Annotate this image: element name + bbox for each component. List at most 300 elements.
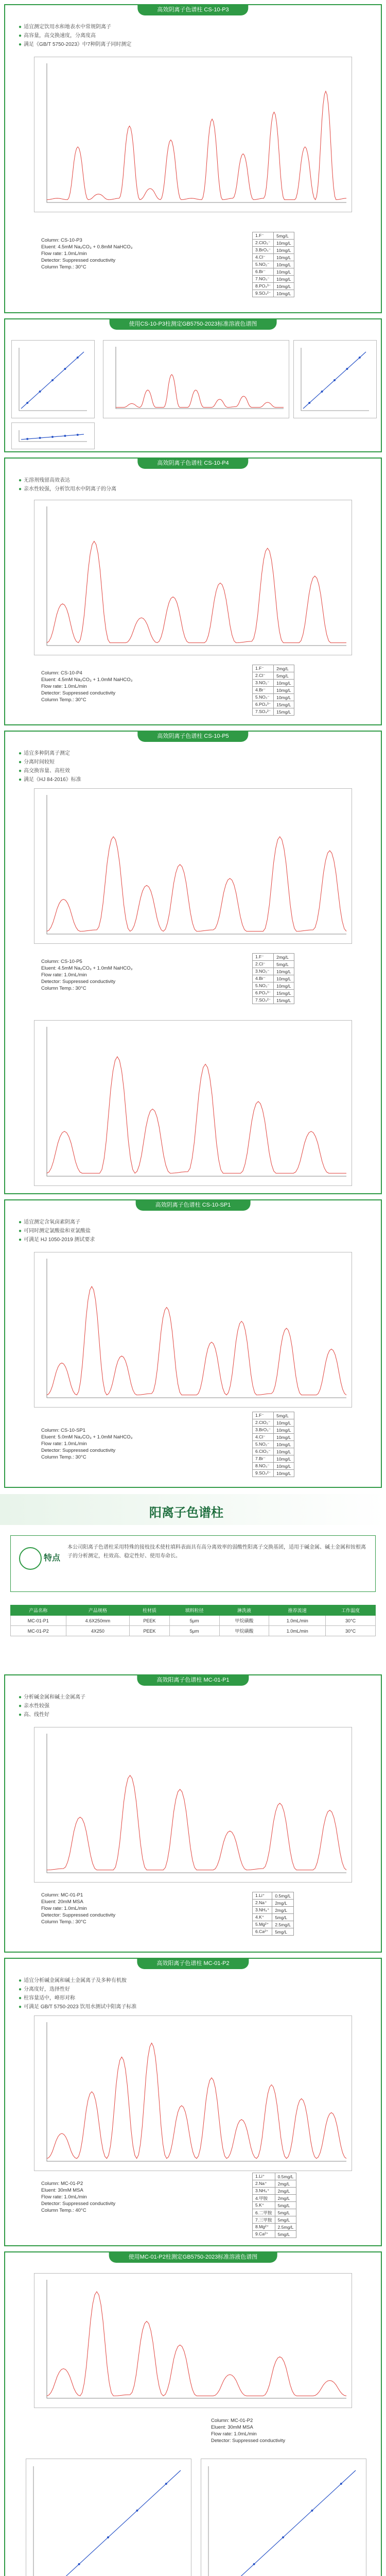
bullet: 高容量，高交换速度，分离度高	[24, 33, 96, 39]
condition-line: Detector: Suppressed conductivity	[41, 2201, 116, 2207]
conditions	[41, 237, 132, 270]
ion-row	[253, 1419, 294, 1427]
section-title: 高效阳离子色谱柱 MC-01-P2	[137, 1958, 249, 1969]
condition-line: Eluent: 30mM MSA	[41, 2188, 83, 2193]
ion-name: 1.F⁻	[253, 232, 274, 240]
chromatogram-plot	[34, 2016, 352, 2171]
ion-row	[253, 2209, 296, 2216]
ion-concentration: 15mg/L	[274, 708, 294, 716]
data-point	[359, 357, 361, 359]
ion-concentration: 5mg/L	[275, 2209, 296, 2216]
chromatogram	[34, 1727, 352, 1883]
ion-row	[253, 1921, 294, 1928]
chromatogram-plot	[34, 1727, 352, 1882]
ion-row	[253, 1448, 294, 1455]
condition-line: Column: MC-01-P1	[41, 1892, 83, 1898]
calibration-curve	[11, 422, 95, 449]
table-row	[11, 1616, 376, 1626]
ion-row	[253, 701, 294, 708]
data-point	[346, 368, 348, 370]
page-title: 阳离子色谱柱	[149, 1506, 223, 1520]
ion-concentration: 5mg/L	[274, 1412, 294, 1419]
ion-concentration: 2mg/L	[275, 2180, 296, 2188]
column-header: 工作温度	[326, 1605, 376, 1616]
condition-line: Column Temp.: 30°C	[41, 986, 86, 991]
ion-name: 7.SO₄²⁻	[253, 997, 274, 1004]
section-title: 高效阴离子色谱柱 CS-10-P3	[137, 4, 248, 15]
column-spec-table	[10, 1605, 376, 1636]
condition-line: Flow rate: 1.0mL/min	[41, 1441, 87, 1447]
ion-concentration: 10mg/L	[274, 1455, 294, 1463]
ion-concentration: 10mg/L	[274, 694, 294, 701]
data-point	[77, 357, 79, 359]
data-point	[39, 437, 41, 439]
bullet: 分析碱金属和碱土金属离子	[24, 1694, 86, 1700]
ion-row	[253, 1907, 294, 1914]
section-title: 高效阴离子色谱柱 CS-10-P5	[137, 731, 248, 742]
table-cell: 5μm	[169, 1626, 219, 1636]
data-point	[107, 2536, 109, 2538]
ion-concentration: 15mg/L	[274, 997, 294, 1004]
ion-row	[253, 954, 294, 961]
bullet: 亲水性较强，分析饮用水中阴离子的分离	[24, 486, 117, 492]
ion-name: 6.Ca²⁺	[253, 1928, 272, 1936]
series-line	[47, 1057, 346, 1173]
ion-row	[253, 276, 294, 283]
ion-name: 6.ClO₃⁻	[253, 1448, 274, 1455]
condition-line: Column: CS-10-P4	[41, 670, 82, 676]
ion-concentration: 0.5mg/L	[272, 1892, 294, 1900]
data-point	[253, 2563, 255, 2565]
ion-concentration: 5mg/L	[275, 2231, 296, 2238]
section-cs10p3: 高效阴离子色谱柱 CS-10-P3 ● 适宜测定饮用水和地表水中常规阴离子 ● 高容量，高交换速度，分离度高 ● 满足《GB/T 5750-2023》中7种阴离子同时测定 Column: CS-10-P3 Eluent: 4.5mM Na₂CO₃ + 0.8mM NaHCO₃ Flow rate: 1.0mL/min Detector: Suppressed conductivity Column Temp.: 30°C 1.F⁻ 5mg/L 2.ClO₂⁻ 10mg/L 3.BrO₃⁻ 10mg/L 4.Cl⁻ 10mg/L 5.NO₂⁻ 10mg/L 6.Br⁻ 10mg/L 7.NO₃⁻ 10mg/L 8.PO₄³⁻ 10mg/L 9.SO₄²⁻ 10mg/L	[4, 4, 382, 313]
ion-table	[252, 2173, 296, 2238]
ion-concentration: 5mg/L	[274, 672, 294, 680]
condition-line: Flow rate: 1.0mL/min	[41, 1906, 87, 1911]
conditions	[41, 670, 132, 703]
ion-name: 3.NH₄⁺	[253, 2188, 275, 2195]
axis	[47, 506, 346, 646]
ion-name: 8.Mg²⁺	[253, 2224, 275, 2231]
column-header: 填料粒径	[169, 1605, 219, 1616]
series-line	[47, 1286, 346, 1395]
calibration-plot	[201, 2459, 366, 2576]
series-line	[47, 541, 346, 643]
ion-name: 4.Br⁻	[253, 975, 274, 982]
chromatogram-plot	[34, 1252, 352, 1407]
ion-concentration: 10mg/L	[274, 283, 294, 290]
ion-concentration: 15mg/L	[274, 701, 294, 708]
bullet: 适宜多种阴离子测定	[24, 751, 71, 756]
ion-row	[253, 1427, 294, 1434]
ion-name: 6.PO₄³⁻	[253, 990, 274, 997]
chromatogram-plot	[103, 341, 289, 418]
ion-row	[253, 2180, 296, 2188]
conditions	[211, 2417, 285, 2444]
section-cs10p4: 高效阴离子色谱柱 CS-10-P4 ● 无溶剂残留高效表达 ● 亲水性较强，分析饮用水中阴离子的分离 Column: CS-10-P4 Eluent: 4.5mM Na₂CO₃ + 1.0mM NaHCO₃ Flow rate: 1.0mL/min Detector: Suppressed conductivity Column Temp.: 30°C 1.F⁻ 2mg/L 2.Cl⁻ 5mg/L 3.NO₂⁻ 10mg/L 4.Br⁻ 10mg/L 5.NO₃⁻ 10mg/L 6.PO₄³⁻ 15mg/L 7.SO₄²⁻ 15mg/L	[4, 457, 382, 725]
ion-name: 3.NO₂⁻	[253, 680, 274, 687]
bullet: 满足《HJ 84-2016》标准	[24, 777, 81, 783]
calibration-curve	[26, 2459, 191, 2576]
ion-concentration: 2mg/L	[272, 1900, 294, 1907]
chromatogram	[34, 57, 352, 212]
condition-line: Column: CS-10-P5	[41, 959, 82, 964]
ion-name: 5.NO₃⁻	[253, 694, 274, 701]
bullet: 分离时间较短	[24, 759, 55, 765]
ion-name: 9.SO₄²⁻	[253, 290, 274, 297]
data-point	[64, 368, 66, 370]
data-point	[39, 391, 41, 393]
condition-line: Detector: Suppressed conductivity	[41, 690, 116, 696]
data-point	[321, 391, 323, 393]
flask-icon	[19, 1547, 42, 1570]
axis	[47, 2280, 346, 2398]
ion-row	[253, 982, 294, 990]
ion-name: 3.BrO₃⁻	[253, 247, 274, 254]
bullet: 高交换容量、高柱效	[24, 768, 71, 774]
ion-concentration: 10mg/L	[274, 687, 294, 694]
ion-row	[253, 254, 294, 261]
condition-line: Eluent: 4.5mM Na₂CO₃ + 1.0mM NaHCO₃	[41, 965, 133, 971]
ion-name: 1.F⁻	[253, 954, 274, 961]
calibration-curve	[201, 2459, 366, 2576]
ion-row	[253, 708, 294, 716]
ion-concentration: 5mg/L	[272, 1928, 294, 1936]
ion-name: 1.F⁻	[253, 1412, 274, 1419]
chromatogram-plot	[34, 1021, 352, 1185]
ion-row	[253, 1463, 294, 1470]
ion-row	[253, 997, 294, 1004]
condition-line: Column Temp.: 30°C	[41, 1454, 86, 1460]
calibration-plot	[12, 423, 94, 449]
condition-line: Flow rate: 1.0mL/min	[211, 2431, 257, 2437]
chromatogram	[34, 2015, 352, 2171]
condition-line: Flow rate: 1.0mL/min	[41, 251, 87, 257]
ion-name: 5.NO₂⁻	[253, 1441, 274, 1448]
ion-concentration: 10mg/L	[274, 1463, 294, 1470]
table-cell: MC-01-P2	[11, 1626, 66, 1636]
ion-concentration: 5mg/L	[275, 2216, 296, 2224]
ion-row	[253, 1928, 294, 1936]
section-mc01p1: 高效阳离子色谱柱 MC-01-P1 ● 分析碱金属和碱土金属离子 ● 亲水性较强 ● 高、线性好 Column: MC-01-P1 Eluent: 20mM MSA Flow rate: 1.0mL/min Detector: Suppressed conductivity Column Temp.: 30°C 1.Li⁺ 0.5mg/L 2.Na⁺ 2mg/L 3.NH₄⁺ 2mg/L 4.K⁺ 5mg/L 5.Mg²⁺ 2.5mg/L 6.Ca²⁺ 5mg/L	[4, 1674, 382, 1953]
condition-line: Flow rate: 1.0mL/min	[41, 684, 87, 689]
ion-concentration: 10mg/L	[274, 975, 294, 982]
feature-label: 特点	[44, 1554, 61, 1563]
ion-row	[253, 2224, 296, 2231]
ion-name: 6.二甲胺	[253, 2209, 275, 2216]
ion-concentration: 10mg/L	[274, 254, 294, 261]
table-cell: 甲烷磺酸	[219, 1616, 269, 1626]
ion-concentration: 10mg/L	[274, 247, 294, 254]
chromatogram	[34, 788, 352, 944]
section-mc01p2-gb5750	[4, 2251, 382, 2576]
ion-row	[253, 2216, 296, 2224]
bullet: 可满足 HJ 1050-2019 测试要求	[24, 1237, 95, 1243]
calibration-plot	[26, 2459, 191, 2576]
ion-row	[253, 1441, 294, 1448]
condition-line: Eluent: 4.5mM Na₂CO₃ + 1.0mM NaHCO₃	[41, 677, 133, 683]
axis	[208, 2466, 359, 2576]
axis	[47, 1734, 346, 1873]
bullet: 分离度好，选择性好	[24, 1987, 71, 1992]
ion-name: 4.甲胺	[253, 2195, 275, 2202]
section-cs10p5: 高效阴离子色谱柱 CS-10-P5 ● 适宜多种阴离子测定 ● 分离时间较短 ● 高交换容量、高柱效 ● 满足《HJ 84-2016》标准 Column: CS-10-P5 Eluent: 4.5mM Na₂CO₃ + 1.0mM NaHCO₃ Flow rate: 1.0mL/min Detector: Suppressed conductivity Column Temp.: 30°C 1.F⁻ 2mg/L 2.Cl⁻ 5mg/L 3.NO₂⁻ 10mg/L 4.Br⁻ 10mg/L 5.NO₃⁻ 10mg/L 6.PO₄³⁻ 15mg/L 7.SO₄²⁻ 15mg/L	[4, 731, 382, 1194]
ion-name: 5.Mg²⁺	[253, 1921, 272, 1928]
ion-concentration: 2mg/L	[272, 1907, 294, 1914]
ion-concentration: 10mg/L	[274, 1434, 294, 1441]
ion-name: 4.Cl⁻	[253, 1434, 274, 1441]
table-cell: 30°C	[326, 1626, 376, 1636]
section-title: 高效阴离子色谱柱 CS-10-P4	[137, 457, 248, 469]
fit-line	[36, 2470, 181, 2576]
ion-row	[253, 687, 294, 694]
section-title: 使用MC-01-P2柱测定GB5750-2023标准溶液色谱图	[109, 2251, 277, 2263]
data-point	[51, 436, 54, 438]
condition-line: Column Temp.: 30°C	[41, 697, 86, 703]
chromatogram	[34, 1252, 352, 1408]
conditions	[41, 1427, 132, 1461]
ion-row	[253, 680, 294, 687]
ion-name: 7.三甲胺	[253, 2216, 275, 2224]
ion-concentration: 2mg/L	[275, 2188, 296, 2195]
cation-intro	[0, 1494, 386, 1669]
ion-row	[253, 1455, 294, 1463]
ion-concentration: 2.5mg/L	[272, 1921, 294, 1928]
condition-line: Flow rate: 1.0mL/min	[41, 972, 87, 978]
table-cell: PEEK	[130, 1616, 169, 1626]
ion-row	[253, 968, 294, 975]
data-point	[78, 2563, 80, 2565]
bullet: 适宜测定饮用水和地表水中常规阴离子	[24, 24, 112, 30]
data-point	[26, 438, 28, 440]
ion-concentration: 10mg/L	[274, 1448, 294, 1455]
data-point	[311, 2510, 313, 2512]
table-cell: 4.6X250mm	[66, 1616, 130, 1626]
data-point	[26, 402, 28, 404]
ion-row	[253, 694, 294, 701]
table-cell: PEEK	[130, 1626, 169, 1636]
table-cell: 5μm	[169, 1616, 219, 1626]
ion-row	[253, 1412, 294, 1419]
feature-box	[10, 1535, 376, 1592]
section-title: 高效阴离子色谱柱 CS-10-SP1	[136, 1199, 251, 1211]
condition-line: Detector: Suppressed conductivity	[41, 1912, 116, 1918]
ion-row	[253, 283, 294, 290]
ion-row	[253, 1434, 294, 1441]
ion-concentration: 10mg/L	[274, 1470, 294, 1477]
ion-row	[253, 240, 294, 247]
ion-concentration: 5mg/L	[275, 2202, 296, 2209]
ion-name: 6.PO₄³⁻	[253, 701, 274, 708]
section-cs10sp1: 高效阴离子色谱柱 CS-10-SP1 ● 适宜测定含氧卤素阴离子 ● 可同时测定氯酸盐和亚氯酸盐 ● 可满足 HJ 1050-2019 测试要求 Column: CS-10-SP1 Eluent: 5.0mM Na₂CO₃ + 1.0mM NaHCO₃ Flow rate: 1.0mL/min Detector: Suppressed conductivity Column Temp.: 30°C 1.F⁻ 5mg/L 2.ClO₂⁻ 10mg/L 3.BrO₃⁻ 10mg/L 4.Cl⁻ 10mg/L 5.NO₂⁻ 10mg/L 6.ClO₃⁻ 10mg/L 7.Br⁻ 10mg/L 8.NO₃⁻ 10mg/L 9.SO₄²⁻ 10mg/L	[4, 1199, 382, 1488]
condition-line: Column Temp.: 30°C	[41, 264, 86, 270]
ion-concentration: 10mg/L	[274, 276, 294, 283]
ion-name: 7.SO₄²⁻	[253, 708, 274, 716]
ion-name: 2.Cl⁻	[253, 672, 274, 680]
condition-line: Eluent: 20mM MSA	[41, 1899, 83, 1905]
column-header: 柱材质	[130, 1605, 169, 1616]
bullet: 满足《GB/T 5750-2023》中7种阴离子同时测定	[24, 42, 132, 47]
ion-name: 6.Br⁻	[253, 268, 274, 276]
ion-concentration: 5mg/L	[272, 1914, 294, 1921]
ion-table	[252, 232, 294, 297]
table-cell: 1.0mL/min	[269, 1616, 326, 1626]
column-header: 产品规格	[66, 1605, 130, 1616]
ion-name: 1.Li⁺	[253, 1892, 272, 1900]
ion-name: 5.NO₃⁻	[253, 982, 274, 990]
axis	[47, 63, 346, 202]
bullet: 无溶剂残留高效表达	[24, 478, 71, 483]
series-line	[116, 375, 284, 408]
ion-concentration: 10mg/L	[274, 240, 294, 247]
ion-row	[253, 2202, 296, 2209]
series-line	[47, 837, 346, 931]
ion-name: 9.Ca²⁺	[253, 2231, 275, 2238]
chromatogram	[34, 2273, 352, 2408]
ion-name: 1.F⁻	[253, 665, 274, 672]
condition-line: Eluent: 5.0mM Na₂CO₃ + 1.0mM NaHCO₃	[41, 1434, 133, 1440]
data-point	[340, 2483, 342, 2485]
condition-line: Flow rate: 1.0mL/min	[41, 2194, 87, 2200]
table-cell: 甲烷磺酸	[219, 1626, 269, 1636]
ion-row	[253, 672, 294, 680]
condition-line: Column: CS-10-P3	[41, 238, 82, 243]
bullet: 可同时测定氯酸盐和亚氯酸盐	[24, 1228, 91, 1234]
chromatogram	[103, 340, 289, 418]
axis	[19, 430, 87, 442]
ion-name: 5.K⁺	[253, 2202, 275, 2209]
condition-line: Column Temp.: 30°C	[41, 1919, 86, 1925]
ion-name: 2.ClO₂⁻	[253, 1419, 274, 1427]
ion-row	[253, 2231, 296, 2238]
section-cs10p3-gb5750	[4, 318, 382, 452]
chromatogram-plot	[34, 2274, 352, 2408]
table-cell: 1.0mL/min	[269, 1626, 326, 1636]
series-line	[47, 2292, 346, 2396]
ion-concentration: 10mg/L	[274, 680, 294, 687]
table-cell: 4X250	[66, 1626, 130, 1636]
ion-concentration: 10mg/L	[274, 1441, 294, 1448]
ion-name: 2.Na⁺	[253, 2180, 275, 2188]
data-point	[77, 434, 79, 436]
ion-row	[253, 665, 294, 672]
column-header: 产品名称	[11, 1605, 66, 1616]
data-point	[282, 2536, 284, 2538]
fit-line	[210, 2470, 356, 2576]
ion-name: 3.BrO₃⁻	[253, 1427, 274, 1434]
ion-row	[253, 990, 294, 997]
bullet: 可满足 GB/T 5750-2023 饮用水测试中阳离子标准	[24, 2004, 137, 2010]
condition-line: Detector: Suppressed conductivity	[41, 258, 116, 263]
ion-row	[253, 2195, 296, 2202]
chromatogram-plot	[34, 57, 352, 212]
ion-name: 9.SO₄²⁻	[253, 1470, 274, 1477]
ion-row	[253, 1892, 294, 1900]
ion-name: 2.Na⁺	[253, 1900, 272, 1907]
section-mc01p2: 高效阳离子色谱柱 MC-01-P2 ● 适宜分析碱金属和碱土金属离子及多种有机胺 ● 分离度好，选择性好 ● 柱容量适中，峰形对称 ● 可满足 GB/T 5750-2023 饮用水测试中阳离子标准 Column: MC-01-P2 Eluent: 30mM MSA Flow rate: 1.0mL/min Detector: Suppressed conductivity Column Temp.: 40°C 1.Li⁺ 0.5mg/L 2.Na⁺ 2mg/L 3.NH₄⁺ 2mg/L 4.甲胺 2mg/L 5.K⁺ 5mg/L 6.二甲胺 5mg/L 7.三甲胺 5mg/L 8.Mg²⁺ 2.5mg/L 9.Ca²⁺ 5mg/L	[4, 1958, 382, 2246]
table-cell: MC-01-P1	[11, 1616, 66, 1626]
column-header: 推荐流速	[269, 1605, 326, 1616]
ion-row	[253, 961, 294, 968]
ion-name: 8.PO₄³⁻	[253, 283, 274, 290]
ion-name: 4.Br⁻	[253, 687, 274, 694]
ion-concentration: 15mg/L	[274, 990, 294, 997]
data-point	[136, 2510, 138, 2512]
ion-table	[252, 1412, 294, 1477]
bullet: 亲水性较强	[24, 1703, 50, 1709]
bullet: 适宜测定含氧卤素阴离子	[24, 1219, 81, 1225]
series-line	[47, 91, 346, 200]
ion-concentration: 2mg/L	[275, 2195, 296, 2202]
ion-row	[253, 268, 294, 276]
section-title: 高效阳离子色谱柱 MC-01-P1	[137, 1674, 249, 1686]
feature-text: 本公司阳离子色谱柱采用特殊的接枝技术使柱填料表面具有高分离效率的弱酸性阳离子交换基团，适用于碱金属、碱土金属和铵根离子的分析测定，柱效高、稳定性好、使用寿命长。	[67, 1545, 366, 1559]
conditions	[41, 958, 132, 992]
ion-table	[252, 665, 294, 716]
ion-concentration: 10mg/L	[274, 1419, 294, 1427]
ion-concentration: 10mg/L	[274, 1427, 294, 1434]
ion-name: 3.NH₄⁺	[253, 1907, 272, 1914]
ion-concentration: 5mg/L	[274, 232, 294, 240]
ion-row	[253, 1900, 294, 1907]
data-point	[64, 435, 66, 437]
ion-row	[253, 247, 294, 254]
ion-row	[253, 261, 294, 268]
ion-row	[253, 975, 294, 982]
bullet: 柱容量适中，峰形对称	[24, 1995, 76, 2001]
condition-line: Column: MC-01-P2	[41, 2181, 83, 2187]
calibration-curve	[11, 340, 95, 418]
ion-table	[252, 1892, 294, 1936]
condition-line: Column: MC-01-P2	[211, 2418, 253, 2424]
ion-name: 2.ClO₂⁻	[253, 240, 274, 247]
ion-name: 7.Br⁻	[253, 1455, 274, 1463]
ion-name: 2.Cl⁻	[253, 961, 274, 968]
condition-line: Detector: Suppressed conductivity	[211, 2438, 286, 2444]
ion-concentration: 10mg/L	[274, 968, 294, 975]
chromatogram-plot	[34, 500, 352, 655]
ion-concentration: 5mg/L	[274, 961, 294, 968]
ion-name: 4.K⁺	[253, 1914, 272, 1921]
series-line	[47, 1775, 346, 1870]
ion-row	[253, 232, 294, 240]
axis	[47, 1259, 346, 1398]
ion-row	[253, 1914, 294, 1921]
conditions	[41, 2180, 115, 2214]
condition-line: Eluent: 30mM MSA	[211, 2425, 253, 2430]
ion-concentration: 10mg/L	[274, 261, 294, 268]
axis	[33, 2466, 184, 2576]
table-cell: 30°C	[326, 1616, 376, 1626]
data-point	[308, 402, 310, 404]
ion-name: 7.NO₃⁻	[253, 276, 274, 283]
condition-line: Column Temp.: 40°C	[41, 2208, 86, 2213]
data-point	[51, 379, 54, 381]
condition-line: Detector: Suppressed conductivity	[41, 979, 116, 985]
chromatogram-plot	[34, 789, 352, 943]
ion-concentration: 2mg/L	[274, 954, 294, 961]
ion-name: 5.NO₂⁻	[253, 261, 274, 268]
conditions	[41, 1892, 115, 1925]
bullet: 高、线性好	[24, 1712, 50, 1718]
calibration-plot	[12, 341, 94, 418]
condition-line: Column: CS-10-SP1	[41, 1428, 86, 1433]
calibration-curve	[293, 340, 377, 418]
section-title: 使用CS-10-P3柱测定GB5750-2023标准溶液色谱图	[110, 318, 277, 330]
calibration-plot	[294, 341, 376, 418]
bullet: 适宜分析碱金属和碱土金属离子及多种有机胺	[24, 1978, 127, 1984]
condition-line: Detector: Suppressed conductivity	[41, 1448, 116, 1453]
